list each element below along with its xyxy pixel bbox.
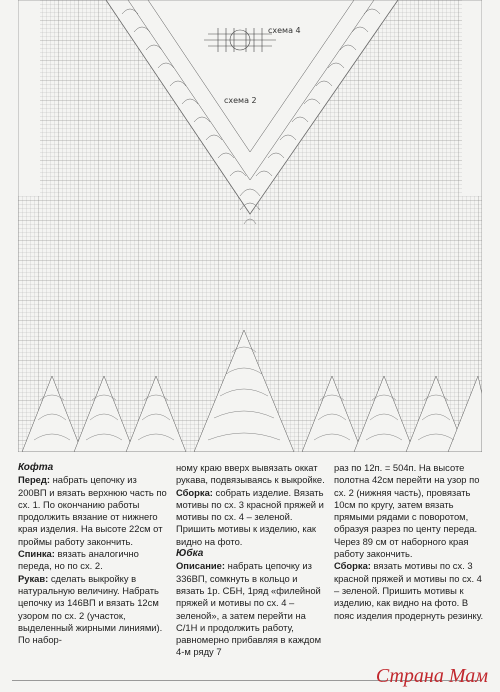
paragraph-description-cont: раз по 12п. = 504п. На высоте полотна 42см перейти на узор по сх. 2 (нижняя часть), провязать 10см по кругу, затем вязать прямыми рядами с поворотом, образуя разрез по центу переда. Через 89 см от наборного края работу закончить. [334, 462, 480, 560]
paragraph-head: Описание: [176, 560, 226, 572]
schema2-label: схема 2 [224, 96, 257, 105]
text-column-1 [18, 462, 168, 646]
section-title-skirt: Юбка [176, 548, 204, 560]
schema4-label: схема 4 [268, 26, 301, 35]
paragraph-head: Спинка: [18, 548, 55, 560]
paragraph-body: вязать мотивы по сх. 3 красной пряжей и мотивы по сх. 4 – зеленой. Пришить мотивы к изделию, как видно на фото. В пояс изделия продернуть резинку. [334, 560, 484, 621]
paragraph-body: сделать выкройку в натуральную величину. Набрать цепочку из 146ВП и вязать 12см узором по сх. 2 (участок, выделенный жирными линиями). По набор- [18, 572, 163, 646]
text-column-2 [176, 462, 326, 659]
paragraph-description [176, 560, 326, 658]
crochet-chart [18, 0, 482, 452]
paragraph-sleeve-cont: ному краю вверх вывязать оккат рукава, подвязываясь к выкройке. [176, 462, 325, 486]
paragraph-body: вязать аналогично переда, но по сх. 2. [18, 548, 139, 572]
paragraph-head: Сборка: [176, 486, 213, 498]
paragraph-body: набрать цепочку из 336ВП, сомкнуть в кольцо и вязать 1р. СБН, 1ряд «филейной пряжей и мотивы по сх. 4 – зеленой», а затем перейти на С/1Н и продолжить работу, равномерно прибавляя в каждом 4-м ряду 7 [176, 560, 322, 658]
paragraph-front [18, 474, 168, 548]
paragraph-back [18, 548, 168, 573]
paragraph-skirt-assembly [334, 560, 484, 621]
watermark-logo: Страна Мам [375, 665, 488, 687]
paragraph-assembly [176, 487, 326, 548]
paragraph-sleeve [18, 573, 168, 647]
paragraph-body: собрать изделие. Вязать мотивы по сх. 3 красной пряжей и мотивы по сх. 4 – зеленой. Пришить мотивы к изделию, как видно на фото. [176, 486, 324, 547]
paragraph-body: набрать цепочку из 200ВП и вязать верхнюю часть по сх. 1. По окончанию работы продолжить вязание от нижнего края изделия. На высоте 22см от проймы работу закончить. [18, 474, 167, 547]
paragraph-head: Сборка: [334, 560, 371, 572]
text-column-3 [334, 462, 484, 622]
section-title-kofta: Кофта [18, 462, 54, 473]
paragraph-head: Рукав: [18, 572, 49, 584]
paragraph-head: Перед: [18, 474, 50, 486]
